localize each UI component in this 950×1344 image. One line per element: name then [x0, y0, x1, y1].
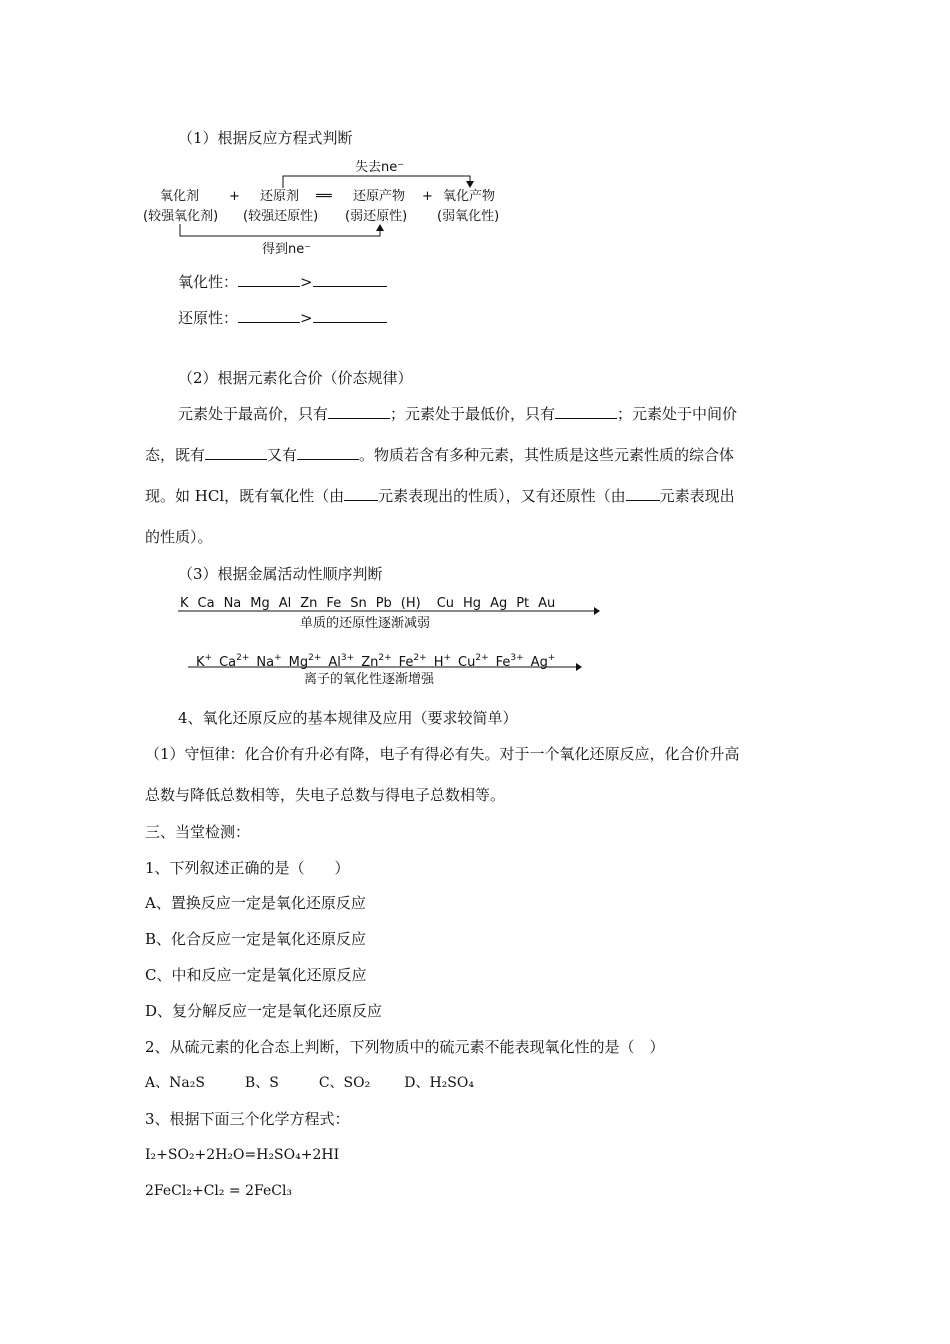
answer-blank[interactable]	[297, 447, 359, 460]
section-3-title: （3）根据金属活动性顺序判断	[178, 565, 383, 583]
plus-sign-2: +	[422, 189, 433, 204]
q2-option-b[interactable]: B、S	[244, 1075, 279, 1091]
metal-symbol: (H)	[400, 596, 421, 611]
gain-electron-label: 得到ne⁻	[262, 242, 312, 257]
metal-activity-series	[180, 594, 564, 614]
equation-2: 2FeCl₂+Cl₂ = 2FeCl₃	[145, 1183, 293, 1199]
question-3: 3、根据下面三个化学方程式：	[145, 1110, 350, 1128]
quiz-heading: 三、当堂检测：	[145, 823, 251, 841]
metal-symbol: Ca	[197, 596, 215, 611]
ion-symbol: H+	[433, 653, 452, 670]
answer-blank[interactable]	[344, 488, 378, 501]
ion-symbol: Na+	[256, 653, 282, 670]
q2-option-c[interactable]: C、SO₂	[318, 1075, 371, 1091]
ion-symbol: $Zn^{2+}$	[361, 653, 392, 670]
metal-symbol: Mg	[250, 596, 270, 611]
oxidizing-blank-2[interactable]	[313, 274, 387, 287]
oxidizing-label: 氧化性：	[178, 273, 239, 291]
ion-symbol: $Al^{3+}$	[328, 653, 355, 670]
q2-options	[145, 1073, 474, 1093]
gt-sign: >	[300, 273, 313, 291]
metal-symbol: Au	[538, 596, 556, 611]
oxidation-product-label: 氧化产物	[443, 189, 496, 204]
ion-symbol: K+	[196, 653, 213, 670]
equals-sign: ══	[316, 189, 332, 204]
conservation-law-line-2: 总数与降低总数相等，失电子总数与得电子总数相等。	[145, 786, 506, 804]
reductant-note: (较强还原性)	[243, 209, 319, 224]
plus-sign-1: +	[229, 189, 240, 204]
conservation-law-line-1: （1）守恒律：化合价有升必有降，电子有得必有失。对于一个氧化还原反应，化合价升高	[145, 745, 740, 763]
q1-option-a[interactable]: A、置换反应一定是氧化还原反应	[145, 894, 366, 912]
metal-symbol: Cu	[436, 596, 455, 611]
q2-option-d[interactable]: D、H₂SO₄	[404, 1075, 474, 1091]
metal-symbol: Ag	[490, 596, 508, 611]
answer-blank[interactable]	[626, 488, 660, 501]
answer-blank[interactable]	[555, 406, 617, 419]
metal-symbol: K	[180, 596, 189, 611]
text-run: ；元素处于最低价，只有	[390, 405, 556, 423]
question-2: 2、从硫元素的化合态上判断，下列物质中的硫元素不能表现氧化性的是（ ）	[145, 1038, 665, 1056]
section-2-para-line-1	[178, 404, 737, 424]
section-2-title: （2）根据元素化合价（价态规律）	[178, 369, 413, 387]
text-run: 态，既有	[145, 446, 206, 464]
ion-symbol: Ag+	[530, 653, 556, 670]
text-run: 现。如 HCl，既有氧化性（由	[145, 487, 345, 505]
text-run: ；元素处于中间价	[617, 405, 738, 423]
reducing-blank-2[interactable]	[313, 310, 387, 323]
q1-option-c[interactable]: C、中和反应一定是氧化还原反应	[145, 966, 367, 984]
metal-symbol: Sn	[350, 596, 367, 611]
metal-trend-arrowhead	[594, 607, 600, 615]
section-2-para-line-3	[145, 486, 735, 506]
section-1-title: （1）根据反应方程式判断	[178, 129, 353, 147]
ion-symbol: $Cu^{2+}$	[458, 653, 489, 670]
text-run: 又有	[267, 446, 298, 464]
reducing-blank-1[interactable]	[238, 310, 300, 323]
reducing-order-line	[178, 308, 387, 328]
ion-symbol: $Ca^{2+}$	[219, 653, 250, 670]
gt-sign: >	[300, 309, 313, 327]
metal-symbol: Al	[278, 596, 292, 611]
ion-trend-label: 离子的氧化性逐渐增强	[304, 672, 435, 687]
q1-option-b[interactable]: B、化合反应一定是氧化还原反应	[145, 930, 367, 948]
reducing-label: 还原性：	[178, 309, 239, 327]
answer-blank[interactable]	[328, 406, 390, 419]
oxidant-label: 氧化剂	[160, 189, 200, 204]
q1-option-d[interactable]: D、复分解反应一定是氧化还原反应	[145, 1002, 383, 1020]
ion-symbol: $Mg^{2+}$	[288, 653, 322, 670]
metal-symbol: Pb	[375, 596, 392, 611]
q2-option-a[interactable]: A、Na₂S	[145, 1075, 205, 1091]
metal-symbol: Zn	[300, 596, 318, 611]
oxidizing-blank-1[interactable]	[238, 274, 300, 287]
section-4-title: 4、氧化还原反应的基本规律及应用（要求较简单）	[178, 709, 518, 727]
metal-symbol: Fe	[326, 596, 342, 611]
reduction-product-label: 还原产物	[353, 189, 406, 204]
ion-trend-arrowhead	[576, 663, 582, 671]
ion-symbol: $Fe^{2+}$	[398, 653, 427, 670]
reduction-product-note: (弱还原性)	[345, 209, 408, 224]
oxidizing-order-line	[178, 272, 387, 292]
equation-1: I₂+SO₂+2H₂O=H₂SO₄+2HI	[145, 1147, 340, 1163]
reductant-label: 还原剂	[260, 189, 300, 204]
oxidant-note: (较强氧化剂)	[143, 209, 219, 224]
metal-symbol: Hg	[463, 596, 482, 611]
metal-trend-label: 单质的还原性逐渐减弱	[300, 616, 431, 631]
section-2-para-line-2	[145, 445, 734, 465]
ion-symbol: $Fe^{3+}$	[495, 653, 524, 670]
oxidation-product-note: (弱氧化性)	[437, 209, 500, 224]
lose-electron-label: 失去ne⁻	[355, 160, 405, 175]
metal-symbol: Pt	[516, 596, 530, 611]
metal-symbol: Na	[223, 596, 242, 611]
text-run: 。物质若含有多种元素，其性质是这些元素性质的综合体	[359, 446, 735, 464]
text-run: 元素表现出的性质），又有还原性（由	[378, 487, 626, 505]
text-run: 元素处于最高价，只有	[178, 405, 329, 423]
text-run: 元素表现出	[659, 487, 735, 505]
answer-blank[interactable]	[205, 447, 267, 460]
section-2-para-line-4: 的性质）。	[145, 528, 213, 546]
question-1: 1、下列叙述正确的是（ ）	[145, 859, 350, 877]
